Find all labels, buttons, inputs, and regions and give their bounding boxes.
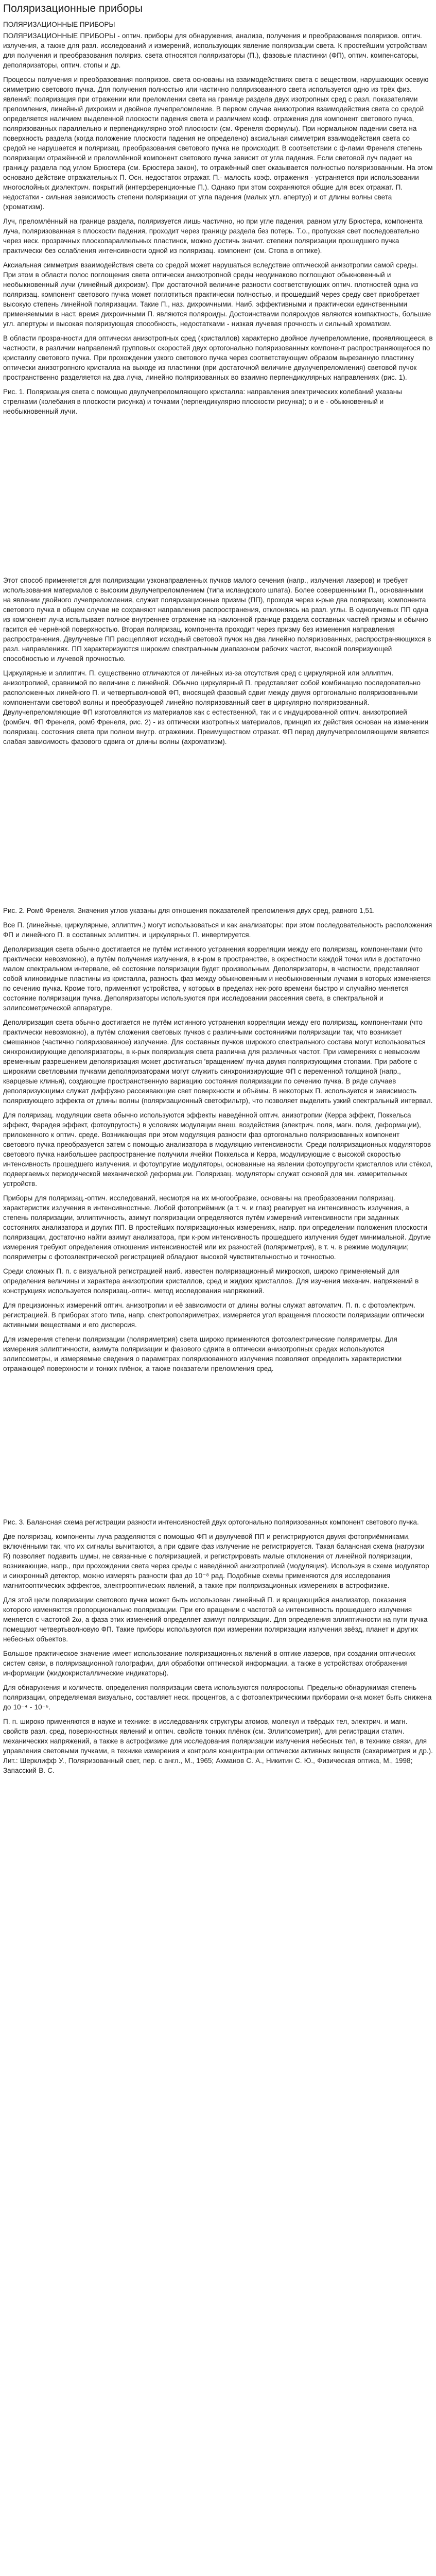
paragraph-birefringence: В области прозрачности для оптически анизотропных сред (кристаллов) характерно двойное лучепреломление, проявляющееся, в частности, в различии направлений групповых скоростей двух ортогонально поляризованных компонент распространяющегося по кристаллу светового пучка. При прохождении узкого светового пучка через соответствующим образом вырезанную пластинку оптически анизотропного кристалла на выходе из пластинки (при достаточной величине двулучепреломления) световой пучок пространственно разделяется на два луча, линейно поляризованных во взаимно перпендикулярных направлениях (рис. 1). [3, 334, 433, 381]
paragraph-balanced: Две поляризац. компоненты луча разделяются с помощью ФП и двулучевой ПП и регистрируются двумя фотоприёмниками, включёнными так, что их сигналы вычитаются, а при сдвиге фаз излучение не регистрируется. Такая балансная схема (нагрузки R) позволяет подавить шумы, не связанные с поляризацией, и регистрировать малые отклонения от линейной поляризации, возникающие, напр., при прохождении света через среды с наведённой анизотропией (модуляция). Используя в схеме модулятор и синхронный детектор, можно измерять разности фаз до 10⁻⁸ рад. Подобные схемы применяются для исследования магнитооптических эффектов, электрооптических явлений, а также при поляризационных измерениях в астрофизике. [3, 1533, 429, 1589]
paragraph-applications: П. п. широко применяются в науке и технике: в исследованиях структуры атомов, молекул и твёрдых тел, электрич. и магн. свойств разл. сред, поверхностных явлений и оптич. свойств тонких плёнок (см. Эллипсометрия), для регистрации статич. механических напряжений, а также в астрофизике для исследования поляризации излучения небесных тел, в технике связи, для управления световыми пучками, в технике измерения и контроля концентрации оптически активных веществ (сахариметрия и др.). Лит.: Шерклифф У., Поляризованный свет, пер. с англ., М., 1965; Ахманов С. А., Никитин С. Ю., Физическая оптика, М., 1998; Запасский В. С. [3, 1718, 433, 1774]
figure-3 [3, 1378, 433, 1517]
figure-1 [3, 421, 433, 575]
figure-2-image [3, 751, 433, 906]
paragraph-rotating-analyzer: Для этой цели поляризации светового пучка может быть использован линейный П. и вращающийся анализатор, показания которого изменяются пропорционально поляризации. При его вращении с частотой ω интенсивность прошедшего излучения меняется с частотой 2ω, а фаза этих изменений определяет азимут поляризации. Для определения эллиптичности на пути пучка помещают четвертьволновую ФП. Такие приборы используются при измерении поляризации излучения звёзд, планет и других небесных объектов. [3, 1596, 428, 1643]
paragraph-prisms: Этот способ применяется для поляризации узконаправленных пучков малого сечения (напр., излучения лазеров) и требует использования материалов с высоким двулучепреломлением (типа исландского шпата). Более совершенными П., основанными на явлении двойного лучепреломления, служат поляризационные призмы (ПП), проходя через к-рые два поляризац. компонента светового пучка в общем случае не сохраняют направления распространения, отклоняясь на разл. углы. В однолучевых ПП одна из компонент луча испытывает полное внутреннее отражение на наклонной границе раздела составных частей призмы и обычно гасится её чернёной поверхностью. Вторая поляризац. компонента проходит через призму без изменения направления распространения. Двулучевые ПП расщепляют исходный световой пучок на два линейно поляризованных, распространяющихся в разл. направлениях. ПП характеризуются широким спектральным диапазоном рабочих частот, высокой поляризующей способностью и лучевой прочностью. [3, 577, 431, 663]
paragraph-dichroism: Аксиальная симметрия взаимодействия света со средой может нарушаться вследствие оптической анизотропии самой среды. При этом в области полос поглощения света оптически анизотропной среды неодинаково поглощают обыкновенный и необыкновенный лучи (линейный дихроизм). При достаточной величине разности соответствующих оптич. плотностей одна из поляризац. компонент светового пучка может поглотиться практически полностью, и прошедший через среду свет приобретает высокую степень линейной поляризации. Такие П., наз. дихроичными. Наиб. эффективными и практически единственными применяемыми в наст. время дихроичными П. являются поляроиды. Достоинствами поляроидов являются компактность, большие угл. апертуры и высокая поляризующая способность, недостатками - низкая лучевая прочность и сильный хроматизм. [3, 261, 431, 328]
paragraph-refraction: Луч, преломлённый на границе раздела, поляризуется лишь частично, но при угле падения, равном углу Брюстера, компонента луча, поляризованная в плоскости падения, проходит через границу раздела без потерь. Т.о., пропуская свет последовательно через неск. прозрачных плоскопараллельных пластинок, можно достичь значит. степени поляризации прошедшего пучка практически без ослабления интенсивности одной из поляризац. компонент (см. Стопа в оптике). [3, 217, 423, 255]
paragraph-polariscopes: Для обнаружения и количеств. определения поляризации света используются поляроскопы. Предельно обнаружимая степень поляризации, определяемая визуально, составляет неск. процентов, а с фотоэлектрическими приборами она может быть снижена до 10⁻⁴ - 10⁻⁶. [3, 1684, 432, 1711]
figure-3-image [3, 1378, 433, 1517]
paragraph-modulation: Для поляризац. модуляции света обычно используются эффекты наведённой оптич. анизотропии (Керра эффект, Поккельса эффект, Фарадея эффект, фотоупругость) в условиях модуляции внеш. воздействия (электрич. поля, магн. поля, деформации), приложенного к оптич. среде. Возникающая при этом модуляция разности фаз ортогонально поляризованных компонент светового пучка преобразуется затем с помощью анализатора в модуляцию интенсивности. Среди поляризационных модуляторов светового пучка наибольшее распространение получили ячейки Поккельса и Керра, модулирующие с высокой скоростью интенсивность прошедшего излучения, и фотоупругие модуляторы, основанные на явлении фотоупругости кристаллов или стёкол, подвергаемых периодической механической деформации. Поляризац. модуляторы служат основой для мн. измерительных устройств. [3, 1111, 433, 1188]
paragraph-visual: Среди сложных П. п. с визуальной регистрацией наиб. известен поляризационный микроскоп, широко применяемый для определения величины и характера анизотропии кристаллов, сред и жидких кристаллов. Для изучения механич. напряжений в конструкциях используется поляризац.-оптич. метод исследования напряжений. [3, 1267, 419, 1295]
page-title: Поляризационные приборы [3, 3, 143, 14]
figure-1-caption: Рис. 1. Поляризация света с помощью двулучепреломляющего кристалла: направления электрических колебаний указаны стрелками (колебания в плоскости рисунка) и точками (перпендикулярно плоскости рисунка); o и e - обыкновенный и необыкновенный лучи. [3, 388, 402, 415]
paragraph-intro: ПОЛЯРИЗАЦИОННЫЕ ПРИБОРЫ - оптич. приборы для обнаружения, анализа, получения и преобразования поляризов. оптич. излучения, а также для разл. исследований и измерений, использующих явление поляризации света. К простейшим устройствам для получения и преобразования поляриз. света относятся поляризаторы (П.), фазовые пластинки (ФП), оптич. компенсаторы, деполяризаторы, оптич. стопы и др. [3, 32, 427, 69]
paragraph-applications-optics: Большое практическое значение имеет использование поляризационных явлений в оптике лазеров, при создании оптических систем связи, в поляризационной голографии, для обработки оптической информации, а также в устройствах отображения информации (жидкокристаллические индикаторы). [3, 1650, 416, 1677]
paragraph-depolarization-1: Деполяризация света обычно достигается не путём истинного устранения корреляции между его поляризац. компонентами (что практически невозможно), а путём получения излучения, в к-ром в пространстве, в окрестности каждой точки или в достаточно малом спектральном интервале, её состояние поляризации будет произвольным. Деполяризаторы, в частности, представляют собой клиновидные пластины из кристалла, разность фаз между обыкновенным и необыкновенным лучами в которых изменяется по сечению пучка. Кроме того, применяют устройства, у которых в пределах нек-рого времени быстро и случайно меняется состояние поляризации пучка. Деполяризаторы используются при исследовании рассеяния света, в спектральной и эллипсометрической аппаратуре. [3, 945, 431, 1012]
figure-1-image [3, 421, 433, 575]
paragraph-analyzers: Все П. (линейные, циркулярные, эллиптич.) могут использоваться и как анализаторы: при этом последовательность расположения ФП и линейного П. в составных эллиптич. и циркулярных П. инвертируется. [3, 921, 432, 939]
figure-2-caption: Рис. 2. Ромб Френеля. Значения углов указаны для отношения показателей преломления двух сред, равного 1,51. [3, 907, 375, 914]
figure-2 [3, 751, 433, 906]
article-subtitle: ПОЛЯРИЗАЦИОННЫЕ ПРИБОРЫ [3, 21, 115, 28]
paragraph-circular: Циркулярные и эллиптич. П. существенно отличаются от линейных из-за отсутствия сред с циркулярной или эллиптич. анизотропией, сравнимой по величине с линейной. Обычно циркулярный П. представляет собой комбинацию последовательно расположенных линейного П. и четвертьволновой ФП, вносящей фазовый сдвиг между двумя ортогонально поляризованными компонентами световой волны и преобразующей линейно поляризованный свет в циркулярно поляризованный. Двулучепреломляющие ФП изготовляются из материалов как с естественной, так и с индуцированной оптич. анизотропией (ромбич. ФП Френеля, ромб Френеля, рис. 2) - из оптически изотропных материалов, принцип их действия основан на изменении поляризац. состояния света при полном внутр. отражении. Преимуществом отражат. ФП перед двулучепреломляющими является слабая зависимость фазового сдвига от длины волны (ахроматизм). [3, 669, 429, 745]
figure-3-caption: Рис. 3. Балансная схема регистрации разности интенсивностей двух ортогонально поляризованных компонент светового пучка. [3, 1518, 419, 1526]
paragraph-processes: Процессы получения и преобразования поляризов. света основаны на взаимодействиях света с веществом, нарушающих осевую симметрию светового пучка. Для получения полностью или частично поляризованного света используется одно из трёх физ. явлений: поляризация при отражении или преломлении света на границе раздела двух изотропных сред с разл. показателями преломления, линейный дихроизм и двойное лучепреломление. В первом случае анизотропия взаимодействия света со средой определяется наличием выделенной плоскости падения света и различием коэф. отражения для компонент светового пучка, поляризованных параллельно и перпендикулярно этой плоскости (см. Френеля формулы). При нормальном падении света на поверхность раздела (когда положение плоскости падения не определено) аксиальная симметрия взаимодействия света со средой не нарушается и поляризац. преобразования светового пучка не происходит. В соответствии с ф-лами Френеля степень поляризации отражённой и преломлённой компонент светового пучка зависит от угла падения. Если световой луч падает на границу раздела под углом Брюстера (см. Брюстера закон), то отражённый свет оказывается полностью поляризованным. На этом основано действие отражательных П. Осн. недостаток отражат. П.- малость коэф. отражения - устраняется при использовании многослойных диэлектрич. покрытий (интерференционные П.). Однако при этом сохраняются общие для всех отражат. П. недостатки - сильная зависимость степени поляризации от угла падения (малых угл. апертур) и от длины волны света (хроматизм). [3, 76, 433, 211]
paragraph-ellipsometry: Для измерения степени поляризации (поляриметрия) света широко применяются фотоэлектрические поляриметры. Для измерения эллиптичности, азимута поляризации и фазового сдвига в оптически анизотропных средах используются эллипсометры, и измеряемые сведения о параметрах поляризованного излучения позволяют определить характеристики отражающей поверхности и тонких плёнок, а также показатели преломления сред. [3, 1335, 402, 1372]
paragraph-precision: Для прецизионных измерений оптич. анизотропии и её зависимости от длины волны служат автоматич. П. п. с фотоэлектрич. регистрацией. В приборах этого типа, напр. спектрополяриметрах, измеряется угол вращения плоскости поляризации оптически активными веществами и его дисперсия. [3, 1301, 425, 1329]
paragraph-depolarization-2: Деполяризация света обычно достигается не путём истинного устранения корреляции между его поляризац. компонентами (что практически невозможно), а путём сложения световых пучков с различными состояниями поляризации так, что возникает смешанное (частично поляризованное) излучение. Для составных пучков широкого спектрального состава могут использоваться синхронизирующие деполяризаторы, в к-рых поляризация света различна для различных частот. При измерениях с невысоким временным разрешением деполяризация может достигаться 'вращением' пучка двумя поляризующими стопами. При работе с широкими светловыми пучками деполяризаторами могут служить синхронизирующие ФП с переменной толщиной (напр., кварцевые клинья), создающие пространственную вариацию состояния поляризации по сечению пучка. В ряде случаев деполяризующими служат диффузно рассеивающие свет поверхности и объёмы. В некоторых П. используется и зависимость поляризующего эффекта от длины волны (поляризационный светофильтр), что позволяет выделить узкий спектральный интервал. [3, 1019, 433, 1105]
paragraph-instruments: Приборы для поляризац.-оптич. исследований, несмотря на их многообразие, основаны на преобразовании поляризац. характеристик излучения в интенсивностные. Любой фотоприёмник (а т. ч. и глаз) реагирует на интенсивность излучения, а степень поляризации, эллиптичность, азимут поляризации определяются путём измерений интенсивности при заданных состояниях анализатора и других ПП. В простейших поляризационных измерениях, напр. при определении положения плоскости поляризации, достаточно найти азимут анализатора, при к-ром интенсивность прошедшего излучения будет минимальной. Другие измерения требуют определения отношения интенсивностей или их разностей (поляриметрия), в т. ч. в режиме модуляции; поляриметры с фотоэлектрической регистрацией обладают высокой чувствительностью и точностью. [3, 1194, 431, 1261]
